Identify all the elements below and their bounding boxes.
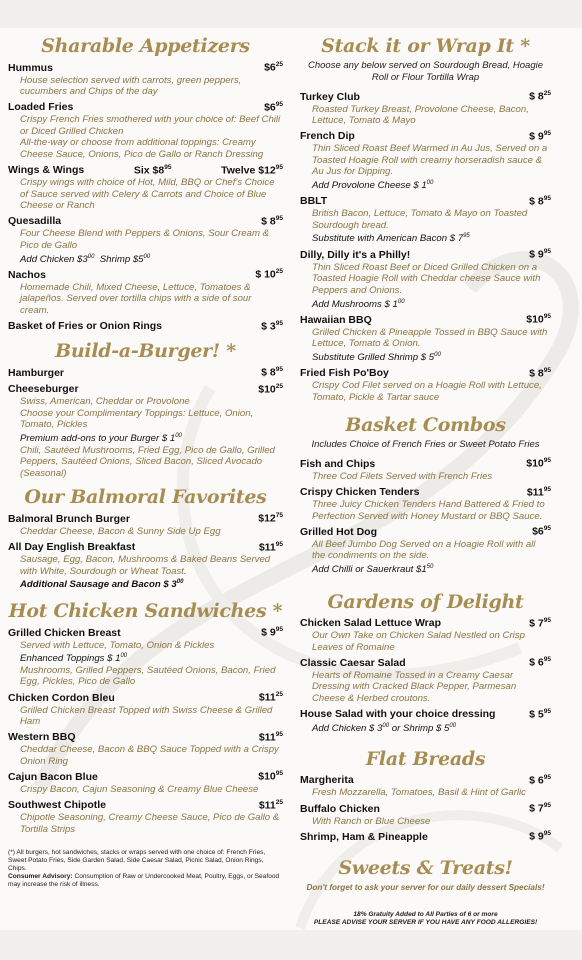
section-subtitle: Includes Choice of French Fries or Sweet Potato Fries	[311, 439, 540, 451]
item-description: Crispy French Fries smothered with your choice of: Beef Chili or Diced Grilled Chicken	[20, 114, 281, 137]
menu-sheet	[0, 28, 582, 930]
section-title-basket: Basket Combos	[345, 414, 506, 437]
dessert-note: Don't forget to ask your server for our daily dessert Specials!	[306, 882, 545, 892]
item-addon: Enhanced Toppings $ $1^{00}$	[20, 653, 128, 665]
item-price: $ $8^{95}$	[529, 194, 551, 208]
menu-item-hot-dog	[300, 522, 551, 575]
section-title-appetizers: Sharable Appetizers	[41, 35, 250, 57]
item-name: Quesadilla	[8, 215, 62, 228]
section-title-flat-breads: Flat Breads	[365, 747, 486, 770]
item-description: Thin Sliced Roast Beef Warmed in Au Jus, Served on a Toasted Hoagie Roll with creamy horseradish sauce & Au Jus for Dipping.	[312, 143, 548, 178]
item-price: $\$11^{25}$	[258, 691, 283, 704]
item-name: Margherita	[300, 774, 354, 787]
item-name: Grilled Chicken Breast	[8, 626, 121, 639]
menu-item-french-dip	[300, 127, 551, 192]
item-price: $\$11^{25}$	[258, 798, 283, 812]
menu-item-wings	[8, 161, 283, 212]
section-title-sweets: Sweets & Treats!	[338, 856, 513, 879]
item-description: Swiss, American, Cheddar or Provolone	[20, 396, 190, 408]
gratuity-note: 18% Gratuity Added to All Parties of 6 or more	[353, 910, 498, 918]
item-name: All Day English Breakfast	[8, 541, 136, 554]
menu-item-english-breakfast	[8, 538, 283, 591]
menu-item-fish-chips	[300, 454, 551, 482]
menu-item-grilled-chicken	[8, 623, 283, 688]
item-description: Crispy Bacon, Cajun Seasoning & Creamy Blue Cheese	[20, 783, 259, 795]
item-addon: Add Chilli or Sauerkraut $\$1^{50}$	[312, 563, 434, 576]
menu-item-fish-poboy	[300, 364, 551, 404]
item-name: Western BBQ	[8, 731, 76, 744]
item-name: Nachos	[8, 268, 46, 281]
item-name: French Dip	[300, 130, 355, 143]
item-description: Fresh Mozzarella, Tomatoes, Basil & Hint of Garlic	[312, 787, 526, 799]
item-name: Turkey Club	[300, 90, 360, 103]
item-name: Buffalo Chicken	[300, 802, 380, 815]
menu-item-quesadilla	[8, 212, 283, 265]
item-price: $ $8^{25}$	[529, 90, 551, 103]
item-description: Grilled Chicken Breast Topped with Swiss Cheese & Grilled Ham	[20, 704, 273, 728]
item-name: Southwest Chipotle	[8, 799, 106, 812]
item-addon: Substitute with American Bacon $ $7^{95}$	[312, 233, 470, 245]
item-addon: Additional Sausage and Bacon $ $3^{00}$	[20, 579, 184, 591]
item-description: Three Cod Filets Served with French Fries	[312, 470, 493, 482]
item-price: $\$6^{95}$	[532, 525, 551, 538]
item-description-extra: Choose your Complimentary Toppings: Lettuce, Onion, Tomato, Pickles	[20, 407, 254, 431]
section-subtitle: Choose any below served on Sourdough Bread, Hoagie Roll or Flour Tortilla Wrap	[307, 60, 544, 83]
menu-item-hummus	[8, 58, 283, 98]
item-description: Our Own Take on Chicken Salad Nestled on Crisp Leaves of Romaine	[312, 630, 525, 653]
item-description: Cheddar Cheese, Bacon & BBQ Sauce Topped with a Crispy Onion Ring	[20, 744, 279, 767]
item-description: Crispy Cod Filet served on a Hoagie Roll with Lettuce, Tomato, Pickle & Tartar sauce	[312, 380, 542, 403]
item-description: Grilled Chicken & Pineapple Tossed in BBQ Sauce with Lettuce, Tomato & Onion.	[312, 326, 548, 350]
item-price: $ $7^{95}$	[529, 802, 551, 815]
section-title-gardens: Gardens of Delight	[327, 590, 524, 613]
item-description: House selection served with carrots, green peppers, cucumbers and Chips of the day	[20, 74, 242, 98]
item-price-twelve: Twelve $\$12^{95}$	[221, 163, 283, 177]
item-price: $\$10^{95}$	[526, 457, 551, 470]
menu-item-basket-fries	[8, 317, 283, 334]
item-price: $ $8^{95}$	[261, 366, 283, 379]
item-addon: Add Provolone Cheese $ $1^{00}$	[312, 179, 434, 192]
item-description-extra: All-the-way or choose from additional toppings: Creamy Cheese Sauce, Onions, Pico de Gallo or Ranch Dressing	[20, 137, 264, 160]
item-name: Fish and Chips	[300, 457, 376, 470]
item-description: Roasted Turkey Breast, Provolone Cheese, Bacon, Lettuce, Tomato & Mayo	[312, 103, 529, 127]
item-price: $ $6^{95}$	[529, 773, 551, 787]
item-price: $\$10^{95}$	[526, 313, 551, 326]
item-price: $ $5^{95}$	[529, 707, 551, 721]
item-description: Thin Sliced Roast Beef or Diced Grilled Chicken on a Toasted Hoagie Roll with Cheddar cheese Sauce with Peppers and Onions.	[312, 261, 541, 296]
item-name: Cheeseburger	[8, 383, 79, 396]
item-price: $ $7^{95}$	[529, 616, 551, 630]
menu-item-cajun-bacon-blue	[8, 767, 283, 795]
menu-item-hamburger	[8, 363, 283, 380]
item-name: Grilled Hot Dog	[300, 525, 377, 538]
menu-item-philly	[300, 245, 551, 310]
item-name: Shrimp, Ham & Pineapple	[300, 830, 428, 843]
menu-item-house-salad	[300, 705, 551, 735]
item-name: Fried Fish Po'Boy	[300, 367, 389, 380]
item-price: $\$10^{25}$	[258, 382, 283, 396]
item-description: Served with Lettuce, Tomato, Onion & Pickles	[20, 639, 215, 651]
item-name: Balmoral Brunch Burger	[8, 512, 130, 525]
item-name: Basket of Fries or Onion Rings	[8, 320, 163, 333]
item-price: $\$11^{95}$	[258, 730, 283, 744]
item-description: Three Juicy Chicken Tenders Hand Battered & Fried to Perfection Served with Honey Mustard or BBQ Sauce.	[312, 499, 545, 522]
item-name: Cajun Bacon Blue	[8, 770, 98, 783]
item-name: Chicken Salad Lettuce Wrap	[300, 617, 442, 630]
section-title-burgers: Build-a-Burger! *	[55, 340, 236, 363]
section-title-hot-chicken: Hot Chicken Sandwiches *	[8, 600, 283, 622]
menu-item-hawaiian-bbq	[300, 310, 551, 363]
item-price: $\$11^{95}$	[258, 540, 283, 554]
item-name: BBLT	[300, 195, 328, 208]
item-price: $ $6^{95}$	[529, 656, 551, 669]
menu-item-southwest-chipotle	[8, 796, 283, 836]
left-column	[8, 34, 283, 889]
menu-item-western-bbq	[8, 728, 283, 768]
item-addon: Premium add-ons to your Burger $ $1^{00}$	[20, 432, 182, 445]
menu-item-shrimp-ham-pineapple	[300, 827, 551, 844]
section-title-stack: Stack it or Wrap It *	[321, 35, 530, 57]
item-price: $\$11^{95}$	[526, 485, 551, 499]
menu-item-bblt	[300, 192, 551, 245]
menu-item-brunch-burger	[8, 509, 283, 537]
item-price: $\$6^{25}$	[264, 61, 283, 74]
menu-item-chicken-tenders	[300, 483, 551, 523]
item-description-extra: Mushrooms, Grilled Peppers, Sautéed Onions, Bacon, Fried Egg, Pickles, Pico de Gallo	[20, 664, 276, 688]
item-price: $ $9^{95}$	[529, 129, 551, 143]
item-price: $ $9^{95}$	[261, 626, 283, 639]
item-price: $ $8^{95}$	[529, 366, 551, 380]
item-name: Crispy Chicken Tenders	[300, 486, 420, 499]
item-name: Chicken Cordon Bleu	[8, 691, 115, 704]
menu-item-buffalo-chicken	[300, 799, 551, 827]
item-description: Four Cheese Blend with Peppers & Onions, Sour Cream & Pico de Gallo	[20, 228, 270, 251]
item-price: $\$10^{95}$	[258, 770, 283, 783]
menu-item-chicken-salad-wrap	[300, 614, 551, 654]
item-addon: Substitute Grilled Shrimp $ $5^{00}$	[312, 351, 441, 364]
item-name: House Salad with your choice dressing	[300, 708, 496, 721]
item-description: Cheddar Cheese, Bacon & Sunny Side Up Egg	[20, 525, 221, 537]
item-addon: Add Mushrooms $ $1^{00}$	[312, 298, 405, 310]
item-name: Loaded Fries	[8, 101, 74, 114]
item-name: Hummus	[8, 61, 53, 74]
item-name: Hawaiian BBQ	[300, 313, 372, 326]
item-price: $\$12^{75}$	[258, 512, 283, 525]
item-description: Sausage, Egg, Bacon, Mushrooms & Baked Beans Served with White, Sourdough or Wheat Toast.	[20, 554, 271, 577]
item-description: Crispy wings with choice of Hot, Mild, BBQ or Chef's Choice of Sauce served with Celery & Carrots and Choice of Blue Cheese or Ranch	[20, 177, 275, 212]
section-title-balmoral: Our Balmoral Favorites	[24, 486, 267, 509]
item-addon: Add Chicken $ $3^{00}$ or Shrimp $ $5^{00}$	[312, 723, 457, 735]
item-price: $ $10^{25}$	[255, 268, 283, 281]
item-price: $\$6^{95}$	[264, 100, 283, 114]
item-price: $ $3^{95}$	[261, 319, 283, 333]
menu-item-cheeseburger	[8, 380, 283, 480]
right-column	[300, 34, 551, 927]
item-price-six: Six $\$8^{95}$	[133, 163, 172, 177]
item-description: All Beef Jumbo Dog Served on a Hoagie Roll with all the condiments on the side.	[312, 538, 536, 562]
menu-item-cordon-bleu	[8, 688, 283, 728]
item-description: British Bacon, Lettuce, Tomato & Mayo on Toasted Sourdough bread.	[312, 208, 528, 231]
item-description: Hearts of Romaine Tossed in a Creamy Caesar Dressing with Cracked Black Pepper, Parmesan Cheese & Herbed croutons.	[312, 669, 517, 705]
menu-item-turkey-club	[300, 87, 551, 127]
item-name: Dilly, Dilly it's a Philly!	[300, 248, 411, 261]
item-description: Homemade Chili, Mixed Cheese, Lettuce, Tomatoes & jalapeños. Served over tortilla chips with a side of sour cream.	[20, 281, 252, 316]
item-price: $ $8^{95}$	[261, 214, 283, 228]
consumer-advisory: Consumer Advisory: Consumption of Raw or Undercooked Meat, Poultry, Eggs, or Seafood may increase the risk of illness.	[8, 873, 280, 889]
footnote: (*) All burgers, hot sandwiches, stacks or wraps served with one choice of: French Fries, Sweet Potato Fries, Side Garden Salad, Side Caesar Salad, Picnic Salad, Onion Rings, Chips.	[8, 849, 266, 873]
item-name: Classic Caesar Salad	[300, 656, 406, 669]
item-description: Chipotle Seasoning, Creamy Cheese Sauce, Pico de Gallo & Tortilla Strips	[20, 812, 280, 835]
menu-item-nachos	[8, 265, 283, 316]
item-description-addons: Chili, Sautéed Mushrooms, Fried Egg, Pico de Gallo, Grilled Peppers, Sautéed Onions, Sliced Bacon, Sliced Avocado (Seasonal)	[20, 444, 275, 479]
item-addon: Add Chicken $\$3^{00}$ Shrimp $\$5^{00}$	[20, 253, 151, 265]
menu-item-caesar-salad	[300, 653, 551, 704]
item-description: With Ranch or Blue Cheese	[312, 815, 431, 827]
allergy-note: PLEASE ADVISE YOUR SERVER IF YOU HAVE ANY FOOD ALLERGIES!	[313, 918, 538, 926]
menu-item-margherita	[300, 771, 551, 799]
item-name: Wings & Wings	[8, 164, 85, 177]
item-price: $ $9^{95}$	[529, 830, 551, 843]
item-price: $ $9^{95}$	[529, 248, 551, 261]
item-name: Hamburger	[8, 366, 65, 379]
menu-item-loaded-fries	[8, 98, 283, 161]
